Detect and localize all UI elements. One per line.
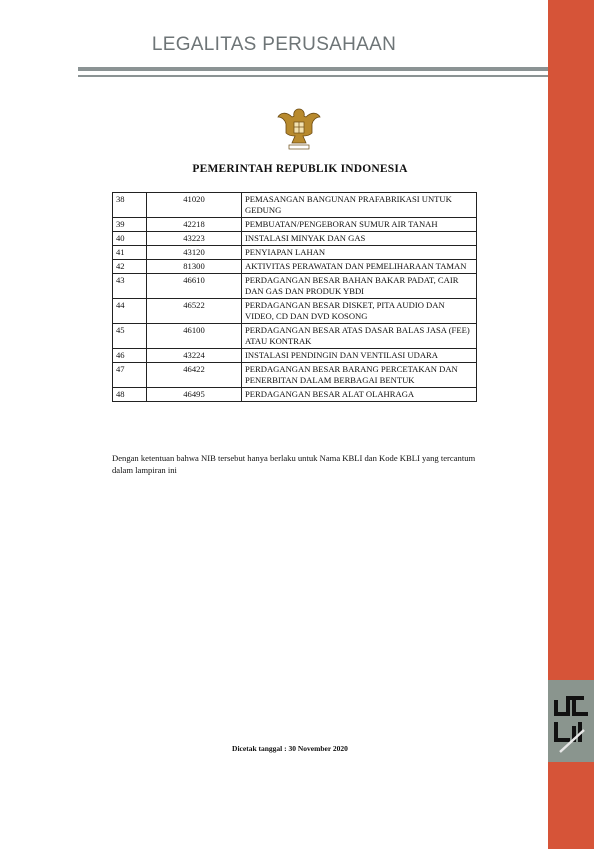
row-number: 48 [113,388,147,402]
government-title: PEMERINTAH REPUBLIK INDONESIA [192,163,408,175]
kbli-code: 42218 [147,218,242,232]
kbli-code: 46422 [147,363,242,388]
kbli-name: AKTIVITAS PERAWATAN DAN PEMELIHARAAN TAMAN [242,260,477,274]
row-number: 39 [113,218,147,232]
table-row [113,218,477,232]
table-row [113,324,477,349]
table-row [113,193,477,218]
table-row [113,363,477,388]
validity-note: Dengan ketentuan bahwa NIB tersebut hanya berlaku untuk Nama KBLI dan Kode KBLI yang tercantum dalam lampiran ini [112,453,476,475]
kbli-name: PERDAGANGAN BESAR ATAS DASAR BALAS JASA (FEE) ATAU KONTRAK [242,324,477,349]
row-number: 46 [113,349,147,363]
row-number: 38 [113,193,147,218]
kbli-code: 41020 [147,193,242,218]
kbli-name: INSTALASI PENDINGIN DAN VENTILASI UDARA [242,349,477,363]
kbli-code: 46100 [147,324,242,349]
kbli-name: PEMASANGAN BANGUNAN PRAFABRIKASI UNTUK GEDUNG [242,193,477,218]
row-number: 45 [113,324,147,349]
kbli-code: 43120 [147,246,242,260]
kbli-name: PERDAGANGAN BESAR ALAT OLAHRAGA [242,388,477,402]
row-number: 44 [113,299,147,324]
row-number: 43 [113,274,147,299]
row-number: 42 [113,260,147,274]
row-number: 41 [113,246,147,260]
table-row [113,299,477,324]
table-row [113,349,477,363]
row-number: 40 [113,232,147,246]
kbli-name: PERDAGANGAN BESAR BAHAN BAKAR PADAT, CAIR DAN GAS DAN PRODUK YBDI [242,274,477,299]
table-row [113,388,477,402]
kbli-name: PERDAGANGAN BESAR DISKET, PITA AUDIO DAN VIDEO, CD DAN DVD KOSONG [242,299,477,324]
kbli-code: 46522 [147,299,242,324]
row-number: 47 [113,363,147,388]
kbli-table [112,192,477,402]
kbli-name: PERDAGANGAN BESAR BARANG PERCETAKAN DAN PENERBITAN DALAM BERBAGAI BENTUK [242,363,477,388]
kbli-code: 46610 [147,274,242,299]
kbli-name: PENYIAPAN LAHAN [242,246,477,260]
header-rule-thin [78,75,548,77]
table-row [113,274,477,299]
kbli-name: INSTALASI MINYAK DAN GAS [242,232,477,246]
garuda-emblem-icon [276,105,322,153]
kbli-code: 43223 [147,232,242,246]
kbli-code: 43224 [147,349,242,363]
header-rule-thick [78,67,548,71]
kbli-code: 81300 [147,260,242,274]
kbli-name: PEMBUATAN/PENGEBORAN SUMUR AIR TANAH [242,218,477,232]
table-row [113,260,477,274]
table-row [113,246,477,260]
table-row [113,232,477,246]
kbli-code: 46495 [147,388,242,402]
print-date: Dicetak tanggal : 30 November 2020 [232,744,348,753]
page-title: LEGALITAS PERUSAHAAN [151,34,397,55]
